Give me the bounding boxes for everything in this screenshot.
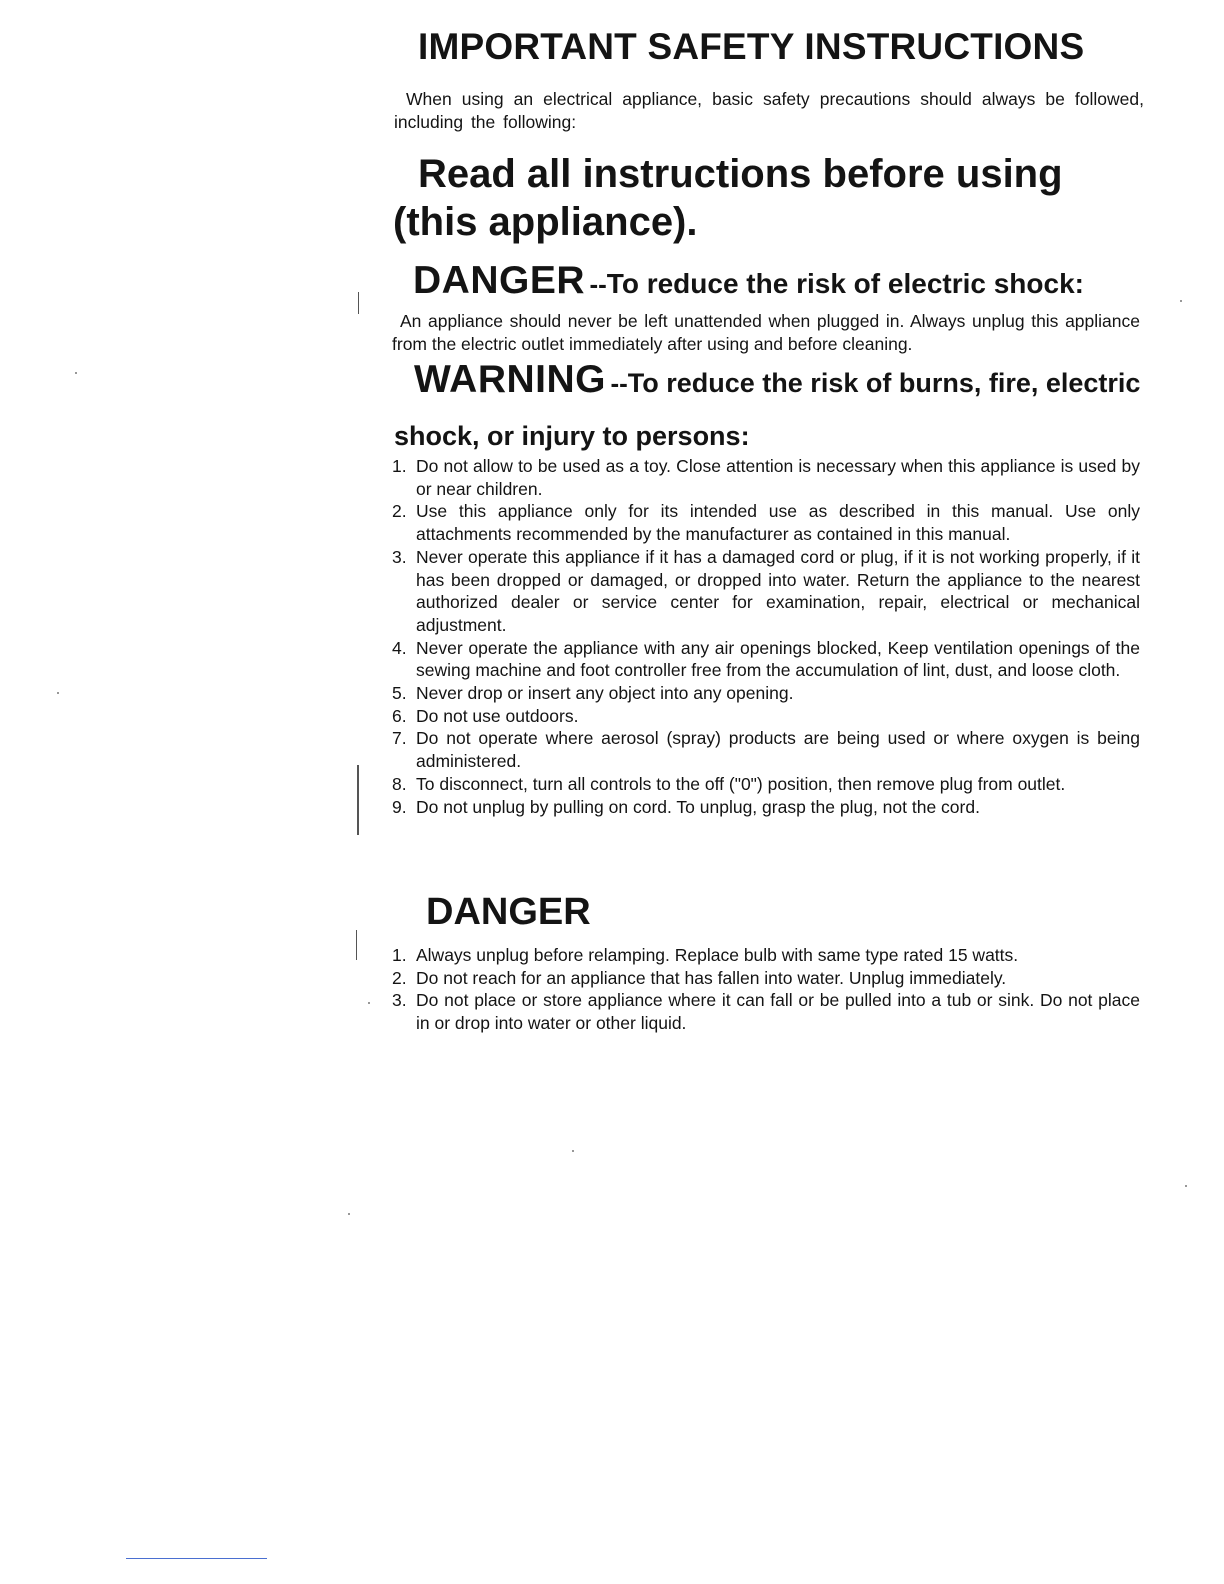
danger-paragraph: An appliance should never be left unattended when plugged in. Always unplug this appliance from the electric outlet immediately after using and before cleaning.: [392, 311, 1140, 354]
scan-mark: [356, 930, 357, 960]
danger-heading: [413, 259, 1084, 303]
scan-dot: [57, 692, 59, 694]
scan-mark: [357, 765, 359, 835]
scan-dot: [572, 1150, 574, 1152]
list-item: 1. Always unplug before relamping. Replace bulb with same type rated 15 watts.: [392, 945, 1019, 965]
list-item: 2. Use this appliance only for its intended use as described in this manual. Use only attachments recommended by the manufacturer as contained in this manual.: [392, 501, 1140, 545]
read-instructions-heading: Read all instructions before using (this appliance).: [393, 152, 1063, 244]
list-item: 3. Never operate this appliance if it has a damaged cord or plug, if it is not working properly, if it has been dropped or damaged, or dropped into water. Return the appliance to the nearest authorized dealer or service center for examination, repair, electrical or mechanical adjustment.: [392, 546, 1140, 635]
scan-dot: [1180, 300, 1182, 302]
scan-line: [126, 1558, 267, 1559]
danger-dashes: --: [589, 269, 607, 299]
danger-list: [392, 944, 1140, 1035]
scan-dot: [1185, 1185, 1187, 1187]
list-item: 1. Do not allow to be used as a toy. Close attention is necessary when this appliance is used by or near children.: [392, 456, 1140, 499]
warning-heading: [394, 356, 1144, 465]
list-item: 2. Do not reach for an appliance that has fallen into water. Unplug immediately.: [392, 967, 1007, 988]
list-item: 9. Do not unplug by pulling on cord. To unplug, grasp the plug, not the cord.: [392, 796, 980, 817]
danger-subheading: To reduce the risk of electric shock:: [606, 268, 1084, 299]
list-item: 5. Never drop or insert any object into any opening.: [392, 683, 794, 704]
scan-dot: [368, 1002, 370, 1004]
danger-heading-2: DANGER: [426, 891, 591, 933]
warning-subheading: To reduce the risk of burns, fire, electric shock, or injury to persons:: [394, 368, 1141, 451]
danger-label: DANGER: [413, 259, 586, 302]
warning-list: [392, 455, 1140, 818]
scan-dot: [75, 372, 77, 374]
scan-mark: [358, 292, 359, 314]
list-item: 8. To disconnect, turn all controls to the off ("0") position, then remove plug from outlet.: [392, 773, 1066, 794]
warning-dashes: --: [610, 368, 628, 398]
warning-label: WARNING: [414, 358, 606, 401]
list-item: 3. Do not place or store appliance where it can fall or be pulled into a tub or sink. Do not place in or drop into water or other liquid.: [392, 990, 1140, 1034]
intro-paragraph: When using an electrical appliance, basic safety precautions should always be followed, including the following:: [394, 89, 1144, 132]
scan-dot: [348, 1213, 350, 1215]
list-item: 4. Never operate the appliance with any air openings blocked, Keep ventilation openings of the sewing machine and foot controller free from the accumulation of lint, dust, and loose cloth.: [392, 637, 1140, 681]
list-item: 6. Do not use outdoors.: [392, 705, 579, 726]
page-title: IMPORTANT SAFETY INSTRUCTIONS: [418, 26, 1085, 67]
list-item: 7. Do not operate where aerosol (spray) products are being used or where oxygen is being administered.: [392, 728, 1140, 772]
